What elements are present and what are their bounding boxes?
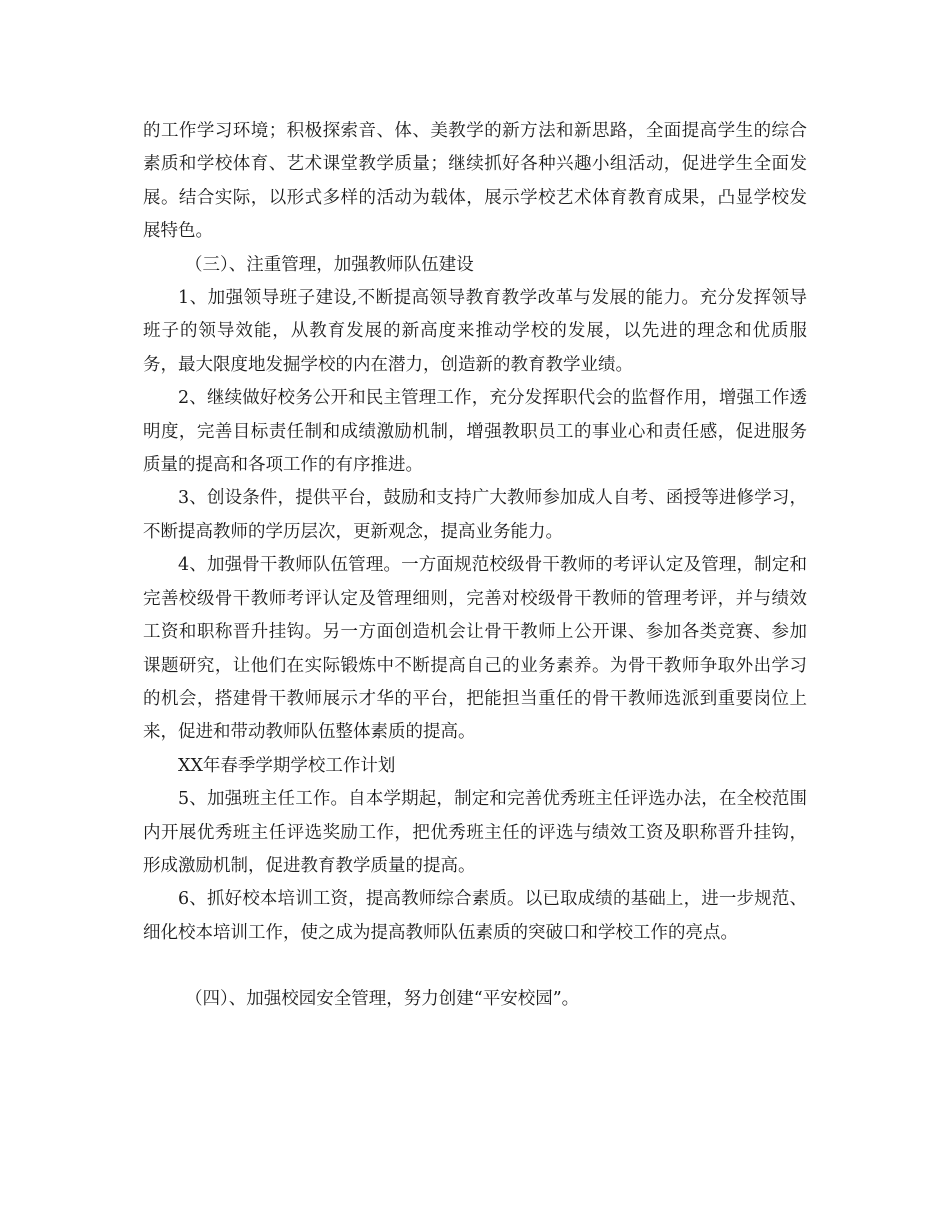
document-body [143, 115, 807, 1017]
section-heading-4: （四）、加强校园安全管理，努力创建“平安校园”。 [185, 989, 580, 1010]
section-heading-3: （三）、注重管理，加强教师队伍建设 [185, 254, 474, 275]
paragraph-school-training: 6、抓好校本培训工资，提高教师综合素质。以已取成绩的基础上，进一步规范、细化校本培训工作，使之成为提高教师队伍素质的突破口和学校工作的亮点。 [143, 889, 807, 943]
document-title-line: XX年春季学期学校工作计划 [178, 755, 396, 776]
paragraph-backbone-teachers: 4、加强骨干教师队伍管理。一方面规范校级骨干教师的考评认定及管理，制定和完善校级骨干教师考评认定及管理细则，完善对校级骨干教师的管理考评，并与绩效工资和职称晋升挂钩。另一方面创造机会让骨干教师上公开课、参加各类竞赛、参加课题研究，让他们在实际锻炼中不断提高自己的业务素养。为骨干教师争取外出学习的机会，搭建骨干教师展示才华的平台，把能担当重任的骨干教师选派到重要岗位上来，促进和带动教师队伍整体素质的提高。 [143, 555, 807, 743]
paragraph-further-study: 3、创设条件，提供平台，鼓励和支持广大教师参加成人自考、函授等进修学习，不断提高教师的学历层次，更新观念，提高业务能力。 [143, 488, 807, 542]
paragraph-class-teachers: 5、加强班主任工作。自本学期起，制定和完善优秀班主任评选办法，在全校范围内开展优秀班主任评选奖励工作，把优秀班主任的评选与绩效工资及职称晋升挂钩，形成激励机制，促进教育教学质量的提高。 [143, 789, 807, 876]
paragraph-leadership: 1、加强领导班子建设,不断提高领导教育教学改革与发展的能力。充分发挥领导班子的领导效能，从教育发展的新高度来推动学校的发展，以先进的理念和优质服务，最大限度地发掘学校的内在潜力，创造新的教育教学业绩。 [143, 288, 807, 375]
paragraph-school-affairs: 2、继续做好校务公开和民主管理工作，充分发挥职代会的监督作用，增强工作透明度，完善目标责任制和成绩激励机制，增强教职员工的事业心和责任感，促进服务质量的提高和各项工作的有序推进。 [143, 388, 807, 476]
paragraph-arts-sports: 的工作学习环境；积极探索音、体、美教学的新方法和新思路，全面提高学生的综合素质和学校体育、艺术课堂教学质量；继续抓好各种兴趣小组活动，促进学生全面发展。结合实际，以形式多样的活动为载体，展示学校艺术体育教育成果，凸显学校发展特色。 [143, 121, 807, 242]
